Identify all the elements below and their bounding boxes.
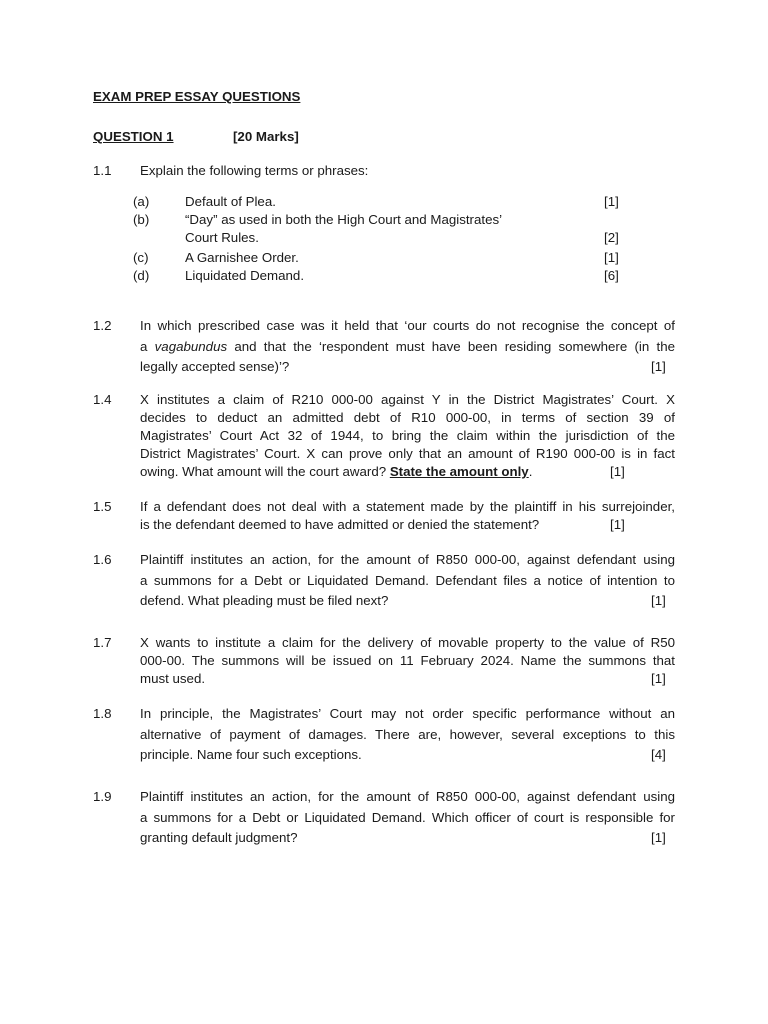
text-fragment: .	[528, 464, 533, 479]
subitem-text: A Garnishee Order.	[185, 250, 299, 265]
question-text-line: Plaintiff institutes an action, for the amount of R850 000-00, against defendant using	[140, 552, 675, 567]
subitem-letter: (c)	[133, 250, 149, 265]
question-text-line: If a defendant does not deal with a statement made by the plaintiff in his surrejoinder,	[140, 499, 675, 514]
question-text-line	[140, 670, 675, 688]
question-number: 1.9	[93, 789, 112, 804]
text-fragment: a	[140, 338, 155, 354]
subitem-mark: [1]	[604, 250, 619, 265]
question-text-line	[140, 745, 675, 766]
question-mark: [4]	[651, 747, 666, 762]
question-text-line: alternative of payment of damages. There are, however, several exceptions to this	[140, 726, 675, 742]
subitem-b	[133, 211, 633, 229]
text-fragment: defend. What pleading must be filed next?	[140, 593, 389, 608]
question-text-line: District Magistrates’ Court. X can prove only that an amount of R190 000-00 is in fact	[140, 446, 675, 461]
text-fragment: owing. What amount will the court award?	[140, 464, 387, 479]
text-fragment: is the defendant deemed to have admitted or denied the statement?	[140, 517, 540, 532]
question-number: 1.5	[93, 499, 112, 514]
subitem-letter: (a)	[133, 194, 150, 209]
question-text-line	[140, 463, 675, 481]
question-mark: [1]	[610, 517, 625, 532]
question-text-line: Magistrates’ Court Act 32 of 1944, to bring the claim within the jurisdiction of the	[140, 428, 675, 443]
subitem-c	[133, 249, 633, 267]
question-text-line: In which prescribed case was it held that ‘our courts do not recognise the concept of	[140, 318, 675, 333]
subitem-list	[133, 193, 633, 285]
subitem-d	[133, 267, 633, 285]
question-text-line: In principle, the Magistrates’ Court may not order specific performance without an	[140, 706, 675, 721]
subitem-letter: (b)	[133, 212, 150, 227]
question-mark: [1]	[651, 359, 666, 374]
subitem-a	[133, 193, 633, 211]
subitem-text: Liquidated Demand.	[185, 268, 305, 283]
question-mark: [1]	[651, 593, 666, 608]
text-fragment: granting default judgment?	[140, 830, 298, 845]
question-mark: [1]	[651, 830, 666, 845]
question-number: 1.4	[93, 392, 112, 407]
subitem-letter: (d)	[133, 268, 150, 283]
subitem-mark: [1]	[604, 194, 619, 209]
question-text-line: Plaintiff institutes an action, for the amount of R850 000-00, against defendant using	[140, 789, 675, 804]
question-number: 1.2	[93, 318, 112, 333]
subitem-text: Default of Plea.	[185, 194, 276, 209]
question-heading	[93, 129, 299, 144]
text-fragment: must used.	[140, 671, 206, 686]
question-text-line: a summons for a Debt or Liquidated Demand. Which officer of court is responsible for	[140, 809, 675, 825]
question-text-line	[140, 591, 675, 612]
text-fragment: legally accepted sense)’?	[140, 359, 290, 374]
italic-term: vagabundus	[154, 338, 228, 354]
question-text-line	[140, 337, 675, 358]
subitem-text: “Day” as used in both the High Court and Magistrates’	[185, 212, 503, 227]
question-number: 1.8	[93, 706, 112, 721]
question-text-line	[140, 357, 675, 378]
document-title: EXAM PREP ESSAY QUESTIONS	[93, 89, 301, 104]
question-number: 1.1	[93, 163, 112, 178]
question-text-line: X institutes a claim of R210 000-00 against Y in the District Magistrates’ Court. X	[140, 392, 675, 407]
question-text-line: 000-00. The summons will be issued on 11 February 2024. Name the summons that	[140, 653, 675, 668]
subitem-text-cont: Court Rules.	[185, 230, 259, 245]
question-marks: [20 Marks]	[233, 129, 299, 144]
text-fragment: principle. Name four such exceptions.	[140, 747, 362, 762]
question-text-line: X wants to institute a claim for the delivery of movable property to the value of R50	[140, 635, 675, 650]
question-mark: [1]	[610, 464, 625, 479]
question-text-line: decides to deduct an admitted debt of R10 000-00, in terms of section 39 of	[140, 410, 675, 425]
subitem-b-cont	[133, 229, 633, 247]
question-label: QUESTION 1	[93, 129, 174, 144]
subitem-mark: [2]	[604, 230, 619, 245]
question-text-line: a summons for a Debt or Liquidated Demand. Defendant files a notice of intention to	[140, 572, 675, 588]
question-number: 1.6	[93, 552, 112, 567]
question-number: 1.7	[93, 635, 112, 650]
emphasis-text: State the amount only	[389, 464, 529, 479]
question-text-line	[140, 516, 675, 534]
question-mark: [1]	[651, 671, 666, 686]
question-text: Explain the following terms or phrases:	[140, 163, 369, 178]
question-text-line	[140, 828, 675, 849]
text-fragment: and that the ‘respondent must have been residing somewhere (in the	[227, 338, 676, 354]
subitem-mark: [6]	[604, 268, 619, 283]
